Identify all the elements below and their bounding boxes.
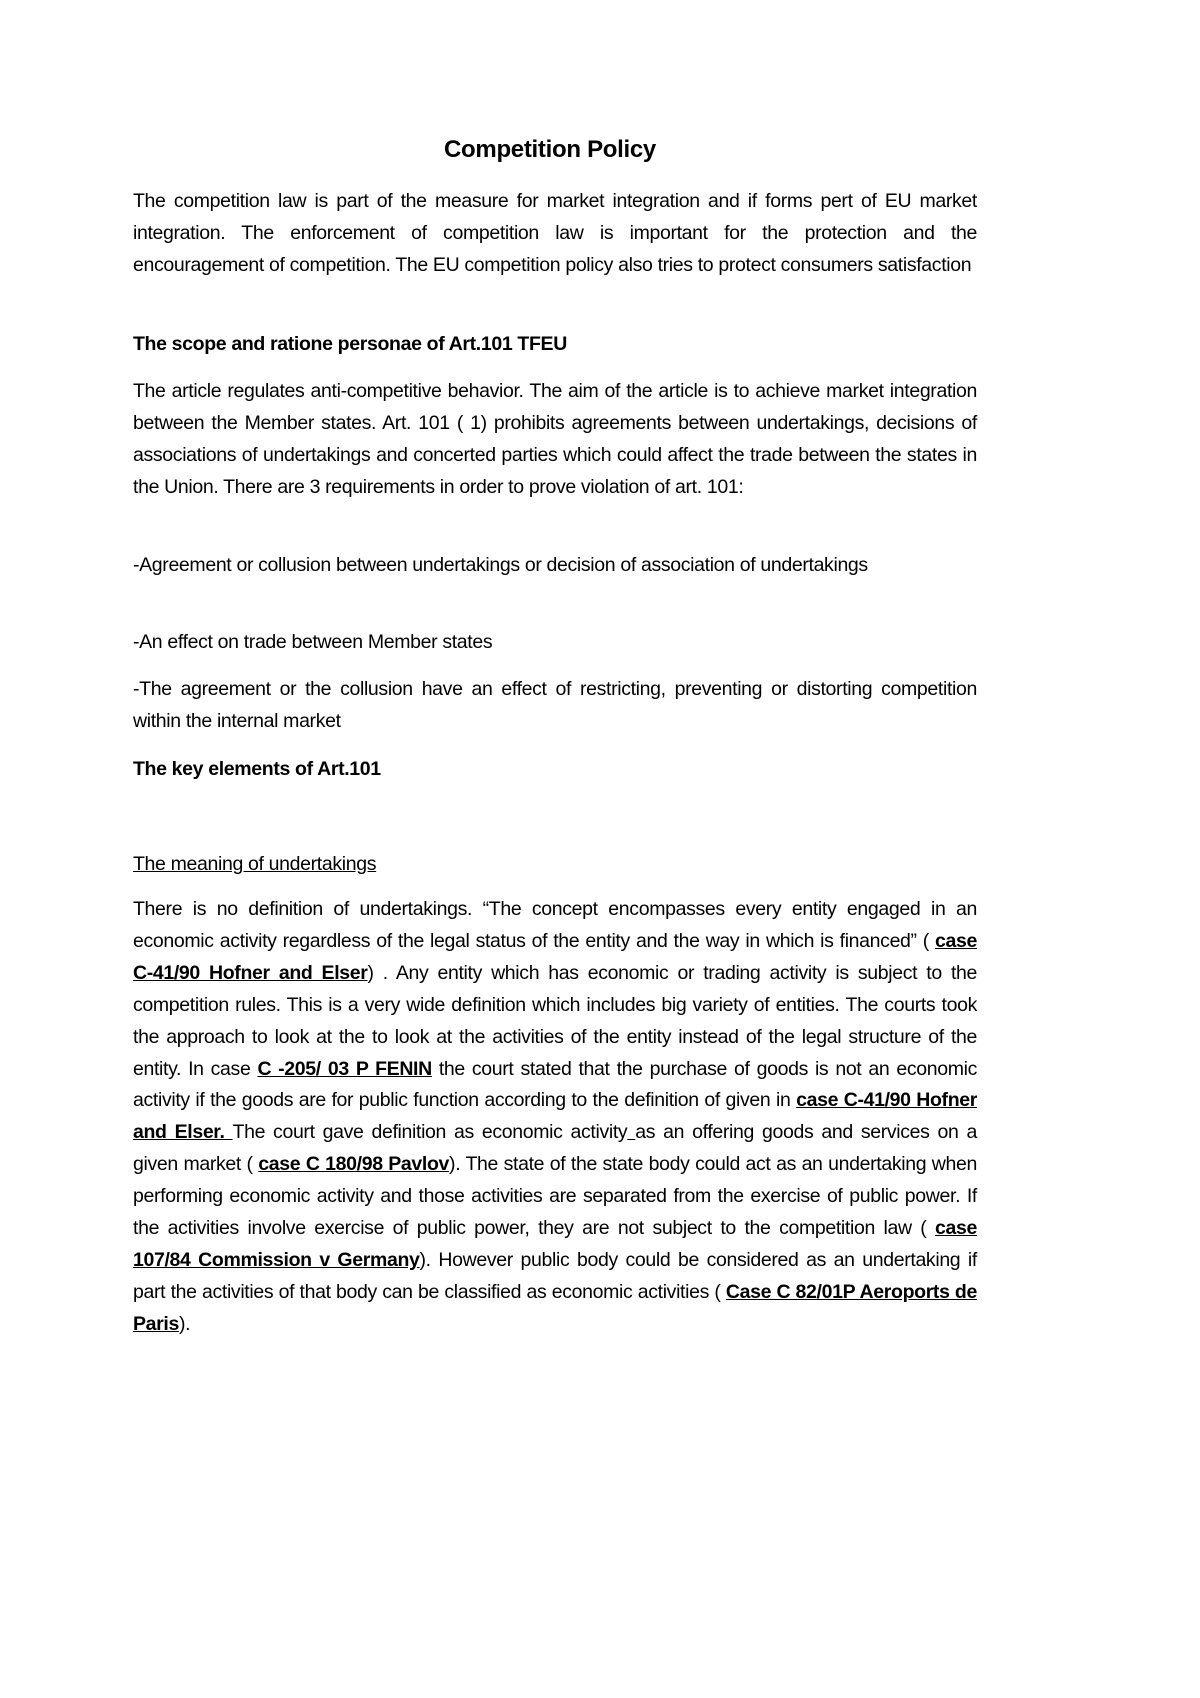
case-reference: case 107/84 Commission v Germany bbox=[133, 1217, 977, 1271]
text-segment: ). bbox=[178, 1312, 191, 1335]
case-reference: case C-41/90 Hofner and Elser. bbox=[133, 1089, 977, 1144]
text-segment: The article regulates anti-competitive behavior. The aim of the article is to achieve market integration between the Member states. Art. 101 ( 1) prohibits agreements between undertakings, decisions of associations of undertakings and concerted parties which could affect the trade between the states in the Union. There are 3 requirements in order to prove violation of art. 101: bbox=[133, 380, 977, 498]
intro-paragraph bbox=[133, 186, 977, 282]
page-title: Competition Policy bbox=[444, 136, 656, 163]
text-segment: as an offering goods and services on a given market ( bbox=[133, 1121, 977, 1176]
text-segment: ). The state of the state body could act as an undertaking when performing economic activity and those activities are separated from the exercise of public power. If the activities involve exercise of public power, they are not subject to the competition law ( bbox=[133, 1153, 977, 1240]
heading-key-elements bbox=[133, 754, 977, 786]
text-segment: The key elements of Art.101 bbox=[133, 758, 381, 780]
text-segment: The court gave definition as economic activity bbox=[232, 1121, 628, 1144]
text-segment: ) . Any entity which has economic or trading activity is subject to the competition rules. This is a very wide definition which includes big variety of entities. The courts took the approach to look at the to look at the activities of the entity instead of the legal structure of the entity. In case bbox=[133, 961, 978, 1080]
text-segment: There is no definition of undertakings. “The concept encompasses every entity engaged in an economic activity regardless of the legal status of the entity and the way in which is financed” ( bbox=[133, 898, 977, 952]
text-segment: -The agreement or the collusion have an effect of restricting, preventing or distorting competition within the internal market bbox=[133, 678, 977, 732]
text-segment: The scope and ratione personae of Art.101 TFEU bbox=[133, 333, 567, 355]
text-segment: The competition law is part of the measure for market integration and if forms pert of EU market integration. The enforcement of competition law is important for the protection and the encouragement of competition. The EU competition policy also tries to protect consumers satisfaction bbox=[133, 190, 977, 276]
text-segment: the court stated that the purchase of goods is not an economic activity if the goods are for public function according to the definition of given in bbox=[133, 1057, 977, 1112]
case-reference: case C-41/90 Hofner and Elser bbox=[133, 929, 977, 984]
text-segment: ). However public body could be considered as an undertaking if part the activities of that body can be classified as economic activities ( bbox=[133, 1248, 977, 1303]
case-reference: Case C 82/01P Aeroports de Paris bbox=[133, 1280, 977, 1335]
undertakings-paragraph bbox=[133, 894, 977, 1341]
requirement-3 bbox=[133, 674, 977, 738]
heading-undertakings bbox=[133, 849, 977, 881]
text-segment: -Agreement or collusion between undertakings or decision of association of undertakings bbox=[133, 554, 868, 576]
heading-scope bbox=[133, 329, 977, 361]
case-reference: case C 180/98 Pavlov bbox=[258, 1153, 450, 1176]
case-reference: C -205/ 03 P FENIN bbox=[257, 1057, 432, 1080]
requirement-1 bbox=[133, 550, 977, 582]
text-segment: The meaning of undertakings bbox=[133, 853, 377, 875]
requirement-2 bbox=[133, 627, 977, 659]
article-paragraph bbox=[133, 376, 977, 504]
text-segment: -An effect on trade between Member states bbox=[133, 631, 493, 653]
